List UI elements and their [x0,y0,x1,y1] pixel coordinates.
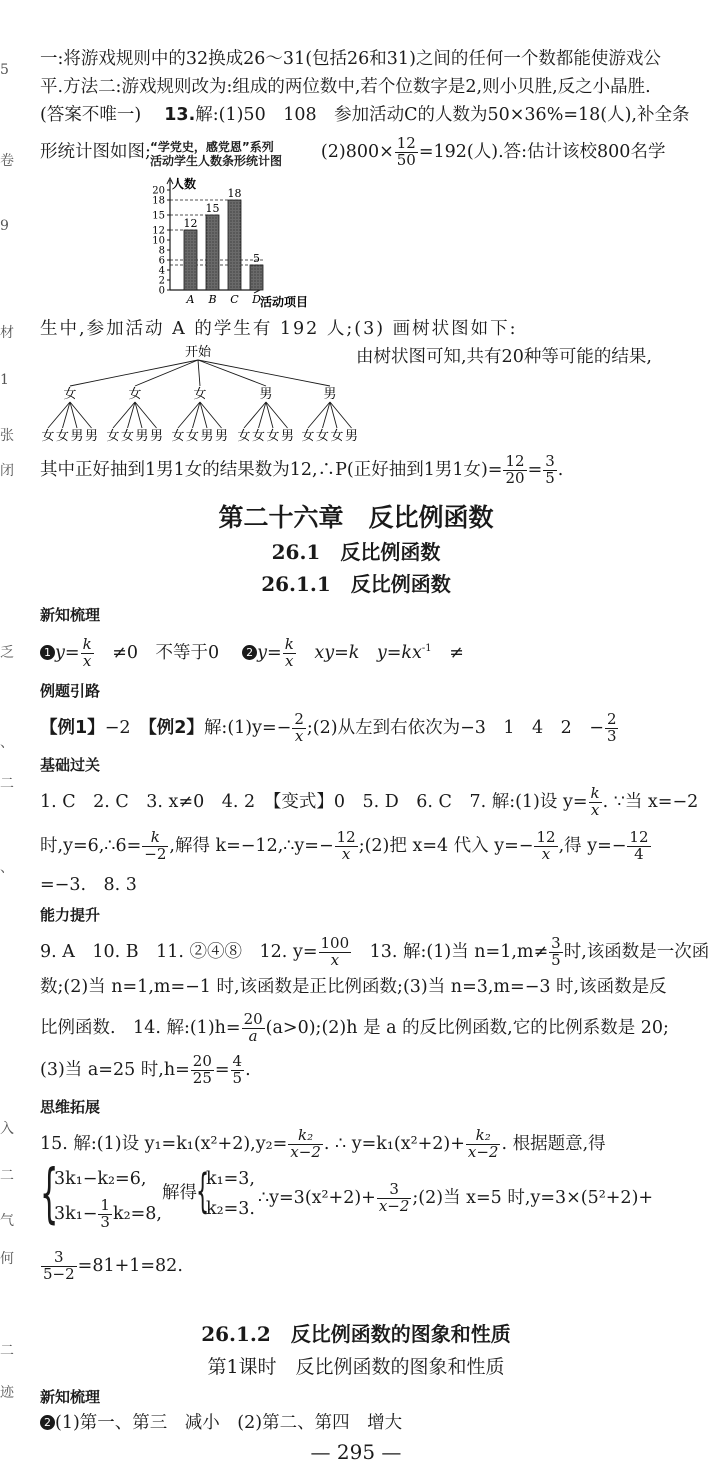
tree-node-level-2: 女 [315,429,330,444]
tree-node-level-2: 女 [120,429,135,444]
fraction-k-x: $\frac{k}{x}$ [590,784,600,819]
y-tick-label: 15 [152,210,165,222]
edge-mark: 二 [0,1343,14,1359]
edge-mark: 入 [0,1121,14,1137]
text-segment: 时,y=6,∴6= [40,835,142,856]
tree-branch [198,360,330,386]
fraction-20-a: $\frac{20}{a}$ [243,1010,263,1045]
text-segment: ,解得 k=−12,∴y=− [169,835,334,856]
answer-note: (答案不唯一) [40,105,142,125]
solution-1: k₁=3, [206,1169,255,1189]
y-tick-label: 18 [152,195,165,207]
edge-mark: 张 [0,428,14,444]
text-segment: 3k₁− [54,1203,98,1224]
edge-mark: 何 [0,1251,14,1267]
text-segment: (a>0);(2)h 是 a 的反比例函数,它的比例系数是 20; [265,1017,669,1038]
y-tick-label: 12 [152,225,165,237]
fraction-k-x: $\frac{k}{x}$ [284,635,294,670]
circled-number: 1 [40,645,55,660]
text-segment: = [527,459,543,480]
text-segment: 15. 解:(1)设 y₁=k₁(x²+2),y₂= [40,1133,288,1154]
tree-node-level-2: 男 [84,429,99,444]
section-xinzhi-2: 新知梳理 [40,1388,101,1406]
question-13-text: 解:(1)50 108 参加活动C的人数为50×36%=18(人),补全条 [195,105,690,125]
y-tick-label: 4 [158,265,165,277]
text-segment: 9. A 10. B 11. ②④⑧ 12. y= [40,941,318,962]
bar-C [228,200,241,290]
nengli-line-4 [40,1054,251,1087]
text-segment: 时,该函数是一次函 [563,941,710,962]
tree-node-level-2: 男 [149,429,164,444]
tree-node-level-2: 男 [200,429,214,444]
example-2-label: 【例2】 [148,717,204,738]
text-segment: (3)当 a=25 时,h= [40,1059,190,1080]
fraction-1-3: $\frac{1}{3}$ [100,1196,110,1231]
text-segment: ≠0 不等于0 [112,642,220,663]
text-segment: (2)800× [320,141,394,162]
tree-branch [70,360,198,386]
xinzhi-line-2 [40,1410,402,1436]
solution-brace: { [196,1164,210,1218]
fraction-12-20: $\frac{12}{20}$ [505,452,525,487]
tree-node-level-1: 女 [128,387,142,402]
chapter-title: 第二十六章 反比例函数 [218,503,494,532]
bar-chart [140,172,350,312]
bar-A [184,230,197,290]
tree-branch [135,360,198,386]
tree-node-level-2: 女 [330,429,344,444]
text-line-1: 一:将游戏规则中的32换成26～31(包括26和31)之间的任何一个数都能使游戏公 [40,49,661,69]
bar-D [250,265,263,290]
bar-B [206,215,219,290]
fraction-k-minus2: $\frac{k}{-2}$ [144,828,167,863]
text-segment: y= [257,642,282,663]
tree-node-level-2: 女 [41,429,55,444]
text-segment: ∴y=3(x²+2)+ [258,1187,376,1208]
fraction-100-x: $\frac{100}{x}$ [320,934,350,969]
fraction-12-4: $\frac{12}{4}$ [629,828,649,863]
siwei-line-3 [40,1250,183,1283]
text-segment: k₂=8, [112,1203,162,1224]
text-segment: 比例函数. 14. 解:(1)h= [40,1017,241,1038]
text-line-4 [40,136,665,169]
edge-mark: 5 [0,62,9,78]
page-number: — 295 — [310,1440,402,1464]
tree-node-level-1: 女 [63,387,77,402]
bar-value-label: 15 [205,202,220,215]
section-title: 26.1 反比例函数 [271,540,441,564]
edge-mark: 二 [0,1168,14,1184]
question-13-number: 13. [164,105,196,125]
chart-caption [150,140,282,168]
section-jichu: 基础过关 [40,756,101,774]
jichu-line-3: =−3. 8. 3 [40,875,137,895]
tree-node-level-1: 女 [193,387,207,402]
fraction-3-5-2: $\frac{3}{5-2}$ [43,1248,75,1283]
text-segment: xy=k y=kx [314,642,422,663]
text-line-7 [40,454,563,487]
solve-label: 解得 [162,1183,197,1203]
y-tick-label: 10 [152,235,165,247]
text-segment: (1)第一、第三 减小 (2)第二、第四 增大 [55,1413,403,1433]
tree-node-level-2: 男 [135,429,149,444]
jichu-line-1 [40,786,698,819]
circled-number: 2 [242,645,257,660]
edge-mark: 闭 [0,463,14,479]
text-segment: =81+1=82. [77,1255,183,1276]
text-segment: . ∵当 x=−2 [602,791,699,812]
section-liti: 例题引路 [40,682,101,700]
y-tick-label: 0 [158,285,165,297]
section-nengli: 能力提升 [40,906,101,924]
nengli-line-2: 数;(2)当 n=1,m=−1 时,该函数是正比例函数;(3)当 n=3,m=−3 时,该函数是反 [40,977,667,997]
text-segment: 1. C 2. C 3. x≠0 4. 2 【变式】0 5. D 6. C 7. 解:(1)设 y= [40,791,588,812]
tree-branch [198,360,266,386]
lesson-title: 第1课时 反比例函数的图象和性质 [207,1356,505,1378]
y-tick-label: 20 [152,185,165,197]
nengli-line-1 [40,936,709,969]
tree-node-level-2: 女 [251,429,266,444]
text-segment: 形统计图如图; [40,141,151,162]
fraction-k-x: $\frac{k}{x}$ [82,635,92,670]
fraction-3-5: $\frac{3}{5}$ [551,934,561,969]
tree-branch [198,360,200,386]
bar-value-label: 12 [183,217,198,230]
circled-number: 2 [40,1415,55,1430]
category-label: A [186,293,195,306]
tree-node-level-2: 男 [70,429,84,444]
tree-node-level-2: 女 [301,429,315,444]
system-brace: { [40,1157,59,1231]
system-eq-1: 3k₁−k₂=6, [54,1169,147,1189]
fraction-20-25: $\frac{20}{25}$ [192,1052,212,1087]
text-segment: . ∴ y=k₁(x²+2)+ [323,1133,465,1154]
y-tick-label: 8 [158,245,165,257]
edge-mark: 二 [0,776,14,792]
fraction-12-50: $\frac{12}{50}$ [396,134,416,169]
edge-mark: 材 [0,325,14,341]
category-label: D [252,293,261,306]
edge-mark: 卷 [0,153,14,169]
liti-line [40,712,619,745]
section-siwei: 思维拓展 [40,1098,101,1116]
edge-mark: 、 [0,735,14,751]
solution-2: k₂=3. [206,1199,255,1219]
fraction-k2-x-2: $\frac{\text{k₂}}{x-2}$ [290,1126,321,1161]
text-segment: ;(2)当 x=5 时,y=3×(5²+2)+ [412,1187,654,1208]
bar-value-label: 5 [253,252,260,265]
text-line-3 [40,102,689,128]
category-label: C [230,293,239,306]
x-axis-label: 活动项目 [260,295,309,309]
edge-mark: 乏 [0,645,14,661]
fraction-12-x: $\frac{12}{x}$ [336,828,356,863]
siwei-line-1 [40,1128,606,1161]
text-segment: y= [55,642,80,663]
edge-mark: 、 [0,860,14,876]
text-segment: . [557,459,564,480]
text-segment: −2 [104,717,131,738]
tree-diagram [38,342,368,450]
text-line-6: 由树状图可知,共有20种等可能的结果, [356,347,652,367]
fraction-4-5: $\frac{4}{5}$ [232,1052,243,1087]
jichu-line-2 [40,830,652,863]
text-segment: = [214,1059,230,1080]
tree-node-level-2: 女 [266,429,280,444]
edge-mark: 1 [0,372,9,388]
tree-node-level-2: 女 [106,429,120,444]
chart-caption-line-2: 活动学生人数条形统计图 [150,154,283,168]
y-axis-label: 人数 [172,177,197,191]
text-segment: ;(2)把 x=4 代入 y=− [358,835,534,856]
nengli-line-3 [40,1012,669,1045]
tree-node-level-2: 女 [55,429,70,444]
edge-mark: 9 [0,218,9,234]
fraction-3-5: $\frac{3}{5}$ [545,452,555,487]
tree-node-level-1: 男 [259,387,273,402]
tree-node-level-2: 女 [185,429,200,444]
y-tick-label: 6 [158,255,165,267]
text-line-2: 平.方法二:游戏规则改为:组成的两位数中,若个位数字是2,则小贝胜,反之小晶胜. [40,77,651,97]
fraction-2-3: $\frac{2}{3}$ [606,710,617,745]
text-line-5: 生中,参加活动 A 的学生有 192 人;(3) 画树状图如下: [40,319,518,339]
y-tick-label: 2 [158,275,165,287]
fraction-12-x: $\frac{12}{x}$ [536,828,556,863]
text-segment: 13. 解:(1)当 n=1,m≠ [352,941,549,962]
siwei-line-2 [258,1182,653,1215]
fraction-k2-x-2: $\frac{\text{k₂}}{x-2}$ [467,1126,499,1161]
tree-node-level-2: 女 [171,429,185,444]
edge-mark: 气 [0,1213,14,1229]
edge-mark: 迹 [0,1385,14,1401]
tree-root: 开始 [184,345,212,360]
tree-node-level-2: 男 [280,429,295,444]
chart-caption-line-1: “学党史，感党恩”系列 [150,140,274,154]
subsection-title: 26.1.1 反比例函数 [261,572,451,596]
text-segment: =192(人).答:估计该校800名学 [418,141,666,162]
text-segment: . [245,1059,251,1080]
xinzhi-line [40,636,464,670]
tree-node-level-2: 男 [214,429,229,444]
tree-node-level-2: 男 [344,429,359,444]
category-label: B [208,293,217,306]
fraction-3-x-2: $\frac{3}{x-2}$ [378,1180,410,1215]
text-segment: . 根据题意,得 [501,1133,606,1154]
text-segment: 解:(1)y=− [203,717,292,738]
bar-value-label: 18 [227,187,242,200]
text-segment: ;(2)从左到右依次为−3 1 4 2 − [306,717,604,738]
superscript: -1 [421,643,432,654]
system-eq-2 [54,1198,162,1231]
section-xinzhi: 新知梳理 [40,606,101,624]
example-1-label: 【例1】 [40,717,105,738]
text-segment: ,得 y=− [558,835,627,856]
text-segment: 其中正好抽到1男1女的结果数为12,∴P(正好抽到1男1女)= [40,459,503,480]
tree-node-level-2: 女 [237,429,251,444]
text-segment: ≠ [449,642,464,663]
tree-node-level-1: 男 [323,387,337,402]
fraction-2-x: $\frac{2}{x}$ [294,710,304,745]
subsection-title-2: 26.1.2 反比例函数的图象和性质 [201,1322,511,1346]
